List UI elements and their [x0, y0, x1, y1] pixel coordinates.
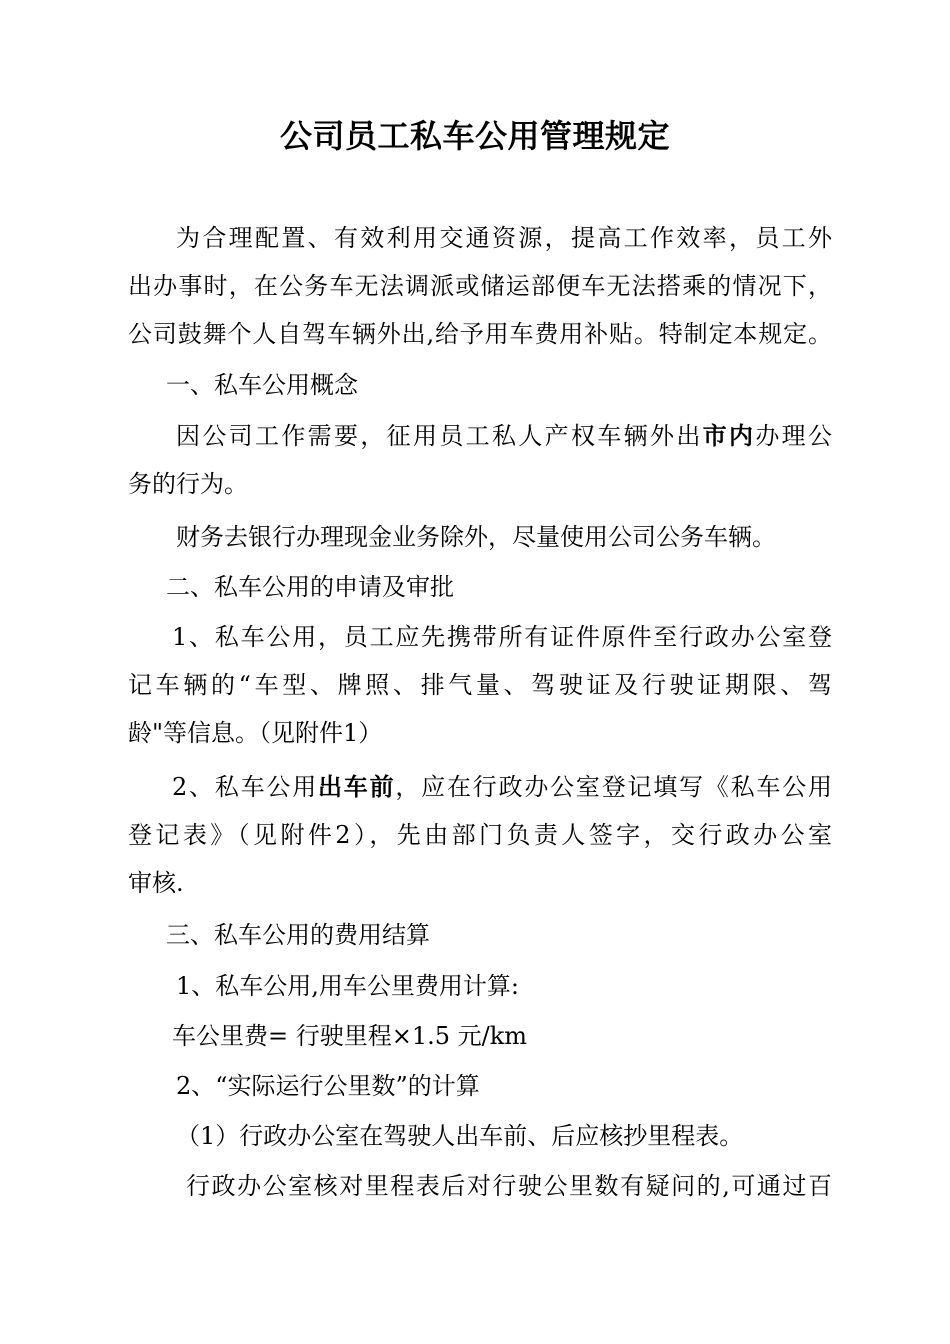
section-1-heading: 一、私车公用概念	[166, 371, 358, 399]
section-3-item-2-sub-1: （1）行政办公室在驾驶人出车前、后应核抄里程表。	[176, 1122, 744, 1150]
section-1-note: 财务去银行办理现金业务除外，尽量使用公司公务车辆。	[176, 523, 776, 551]
definition-text-b: 办理公	[755, 422, 832, 450]
section-2-heading: 二、私车公用的申请及审批	[166, 573, 454, 601]
section-3-formula: 车公里费= 行驶里程×1.5 元/km	[172, 1022, 528, 1050]
intro-line-3: 公司鼓舞个人自驾车辆外出,给予用车费用补贴。特制定本规定。	[128, 320, 832, 348]
section-2-item-2-line-3: 审核.	[128, 869, 184, 897]
section-2-item-1-line-2: 记车辆的“车型、牌照、排气量、驾驶证及行驶证期限、驾	[128, 671, 832, 699]
section-3-heading: 三、私车公用的费用结算	[166, 921, 430, 949]
section-2-item-2-line-1	[172, 770, 832, 804]
section-1-definition-line-1	[176, 419, 832, 453]
section-3-item-2-sub-note: 行政办公室核对里程表后对行驶公里数有疑问的,可通过百	[186, 1172, 832, 1200]
section-3-item-2: 2、“实际运行公里数”的计算	[176, 1072, 480, 1100]
item-2-bold-term: 出车前	[318, 772, 396, 801]
item-2-text-b: ，应在行政办公室登记填写《私车公用	[395, 773, 832, 801]
definition-bold-term: 市内	[702, 421, 756, 450]
section-2-item-2-line-2: 登记表》（见附件2），先由部门负责人签字，交行政办公室	[128, 821, 832, 849]
intro-line-2: 出办事时，在公务车无法调派或储运部便车无法搭乘的情况下，	[128, 272, 832, 300]
section-1-definition-line-2: 务的行为。	[128, 470, 248, 498]
section-3-item-1: 1、私车公用,用车公里费用计算:	[176, 972, 519, 1000]
intro-line-1: 为合理配置、有效利用交通资源，提高工作效率，员工外	[176, 224, 832, 252]
section-2-item-1-line-3: 龄"等信息。（见附件1）	[128, 719, 383, 747]
section-2-item-1-line-1: 1、私车公用，员工应先携带所有证件原件至行政办公室登	[172, 623, 832, 651]
definition-text-a: 因公司工作需要，征用员工私人产权车辆外出	[176, 422, 703, 450]
item-2-text-a: 2、私车公用	[172, 773, 319, 801]
document-title: 公司员工私车公用管理规定	[279, 117, 670, 155]
